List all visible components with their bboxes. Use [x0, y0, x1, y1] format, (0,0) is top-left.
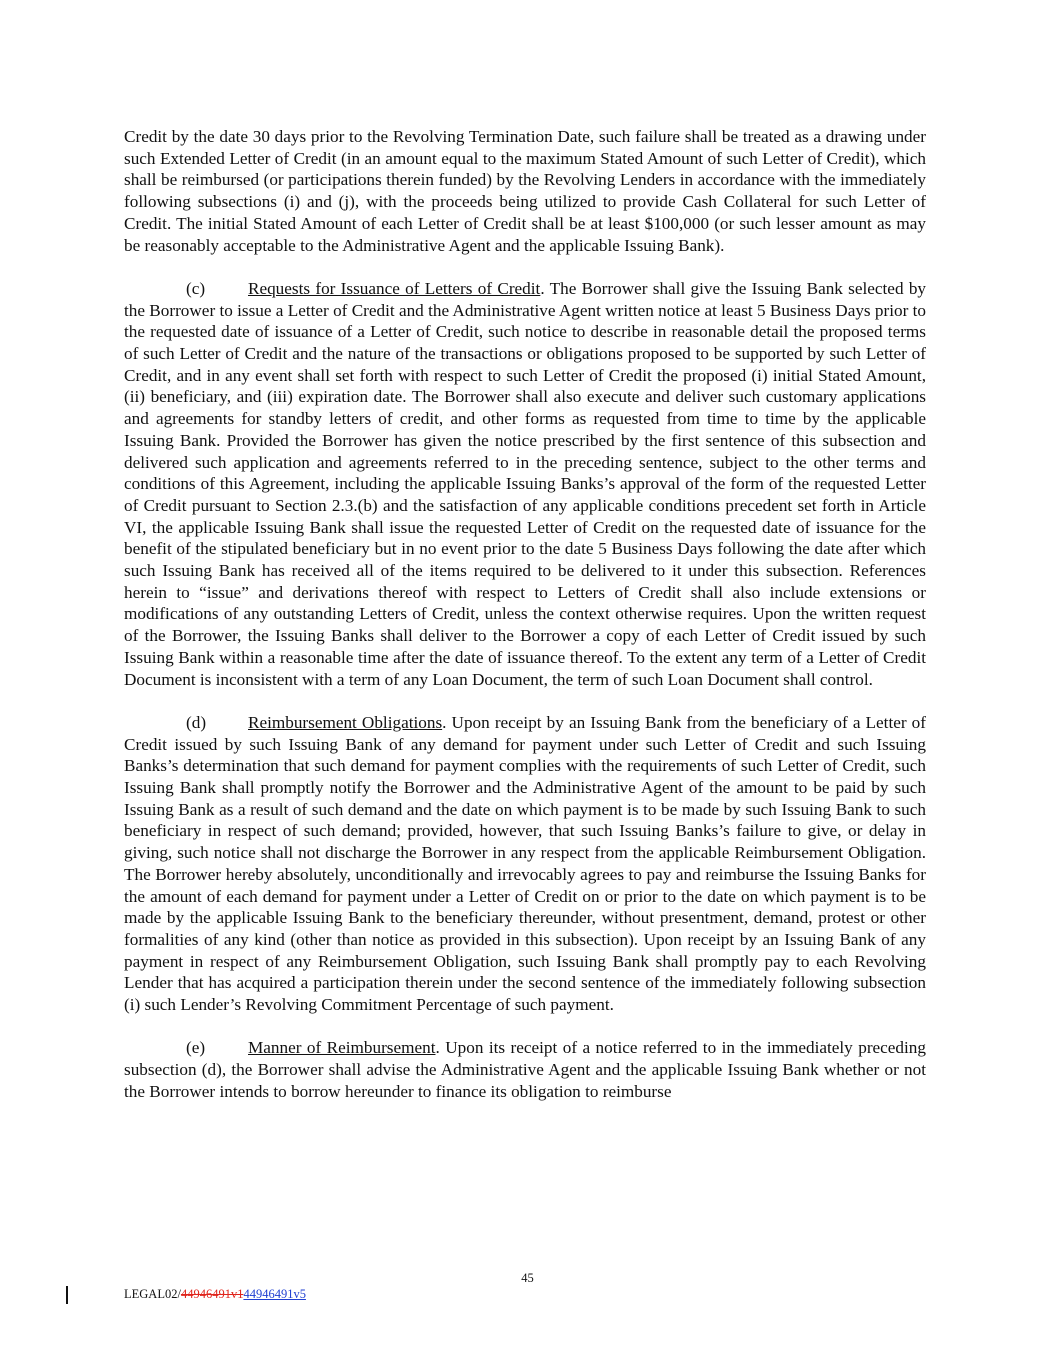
subsection-e-heading: Manner of Reimbursement — [248, 1038, 436, 1058]
subsection-c-text: . The Borrower shall give the Issuing Bank selected by the Borrower to issue a Letter of Credit and the Administrative Agent written notice at least 5 Business Days prior to the requested date of issuance of a Letter of Credit, such notice to describe in reasonable detail the proposed terms of such Letter of Credit and the nature of the transactions or obligations proposed to be supported by such Letter of Credit, and in any event shall set forth with respect to such Letter of Credit the proposed (i) initial Stated Amount, (ii) beneficiary, and (iii) expiration date. The Borrower shall also execute and deliver such customary applications and agreements for standby letters of credit, and other forms as requested from time to time by the applicable Issuing Bank. Provided the Borrower has given the notice prescribed by the first sentence of this subsection and delivered such application and agreements referred to in the preceding sentence, subject to the other terms and conditions of this Agreement, including the applicable Issuing Banks’s approval of the form of the requested Letter of Credit pursuant to Section 2.3.(b) and the satisfaction of any applicable conditions precedent set forth in Article VI, the applicable Issuing Bank shall issue the requested Letter of Credit on the requested date of issuance for the benefit of the stipulated beneficiary but in no event prior to the date 5 Business Days following the date after which such Issuing Bank has received all of the items required to be delivered to it under this subsection. References herein to “issue” and derivations thereof with respect to Letters of Credit shall also include extensions or modifications of any outstanding Letters of Credit, unless the context otherwise requires. Upon the written request of the Borrower, the Issuing Banks shall deliver to the Borrower a copy of each Letter of Credit issued by such Issuing Bank within a reasonable time after the date of issuance thereof. To the extent any term of a Letter of Credit Document is inconsistent with a term of any Loan Document, the term of such Loan Document shall control. — [124, 278, 927, 689]
intro-paragraph: Credit by the date 30 days prior to the Revolving Termination Date, such failure shall be treated as a drawing under such Extended Letter of Credit (in an amount equal to the maximum Stated Amount of such Letter of Credit), which shall be reimbursed (or participations therein funded) by the Revolving Lenders in accordance with the immediately following subsections (i) and (j), with the proceeds being utilized to provide Cash Collateral for such Letter of Credit. The initial Stated Amount of each Letter of Credit shall be at least $100,000 (or such lesser amount as may be reasonably acceptable to the Administrative Agent and the applicable Issuing Bank). — [124, 127, 926, 255]
footer-deleted-id: 44946491v1 — [180, 1287, 244, 1301]
footer-prefix: LEGAL02/ — [124, 1287, 181, 1301]
subsection-e-paragraph — [124, 1037, 926, 1102]
document-id-footer — [124, 1287, 306, 1302]
subsection-e-text: . Upon its receipt of a notice referred to in the immediately preceding subsection (d), the Borrower shall advise the Administrative Agent and the applicable Issuing Bank whether or not the Borrower intends to borrow hereunder to finance its obligation to reimburse — [124, 1038, 926, 1101]
subsection-d-text: . Upon receipt by an Issuing Bank from the beneficiary of a Letter of Credit issued by such Issuing Bank of any demand for payment under such Letter of Credit and such Issuing Banks’s determination that such demand for payment complies with the requirements of such Letter of Credit, such Issuing Bank shall promptly notify the Borrower and the Administrative Agent of the amount to be paid by such Issuing Bank as a result of such demand and the date on which payment is to be made by such Issuing Bank to such beneficiary in respect of such demand; provided, however, that such Issuing Banks’s failure to give, or delay in giving, such notice shall not discharge the Borrower in any respect from the applicable Reimbursement Obligation. The Borrower hereby absolutely, unconditionally and irrevocably agrees to pay and reimburse the Issuing Banks for the amount of each demand for payment under a Letter of Credit on or prior to the date on which payment is to be made by the applicable Issuing Bank to the beneficiary thereunder, without presentment, demand, protest or other formalities of any kind (other than notice as provided in this subsection). Upon receipt by an Issuing Bank of any payment in respect of any Reimbursement Obligation, such Issuing Bank shall promptly pay to each Revolving Lender that has acquired a participation therein under the second sentence of the immediately following subsection (i) such Lender’s Revolving Commitment Percentage of such payment. — [124, 712, 926, 1015]
subsection-c-paragraph — [124, 278, 926, 690]
subsection-d-heading: Reimbursement Obligations — [248, 712, 443, 732]
subsection-d-label: (d) — [186, 712, 207, 732]
subsection-d-paragraph — [124, 712, 926, 1016]
subsection-e-label: (e) — [186, 1038, 206, 1058]
page-number: 45 — [521, 1271, 534, 1285]
document-page — [124, 126, 926, 1124]
footer-inserted-id: 44946491v5 — [243, 1287, 306, 1301]
subsection-c-label: (c) — [186, 278, 206, 298]
subsection-c-heading: Requests for Issuance of Letters of Credit — [248, 278, 541, 298]
revision-change-bar — [66, 1286, 68, 1304]
